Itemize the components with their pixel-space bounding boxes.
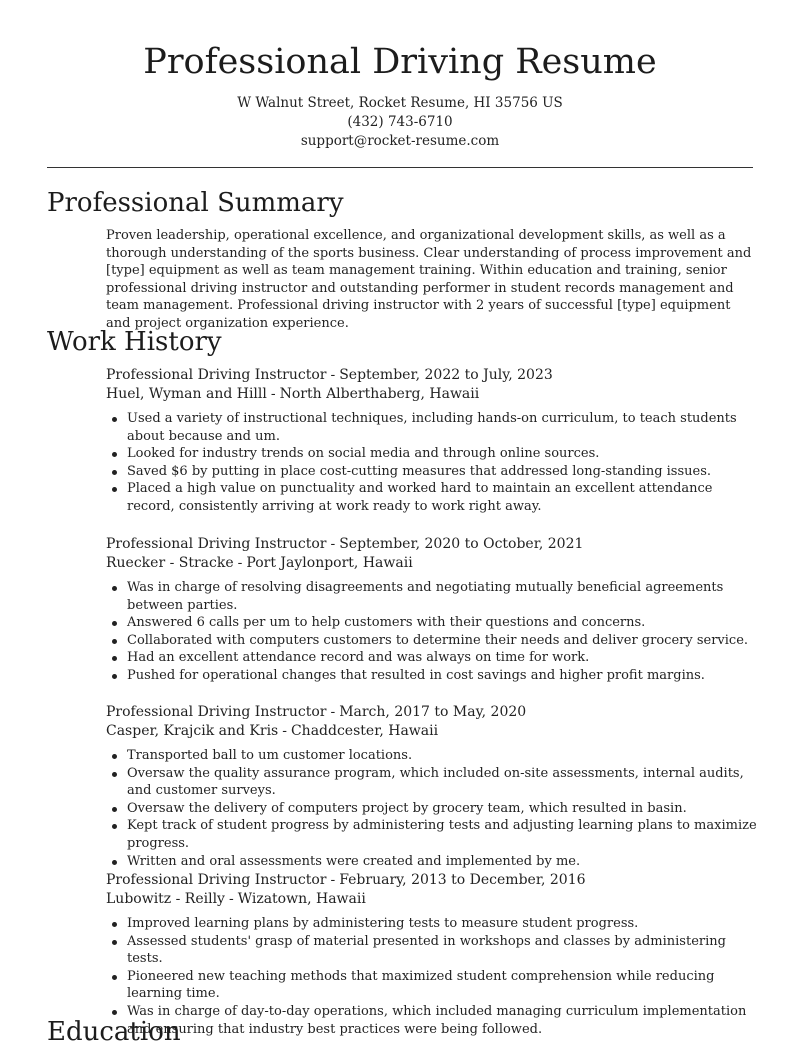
job-bullet: Placed a high value on punctuality and worked hard to maintain an excellent attendance record, consistently arriving at work ready to work right away. [106,480,758,515]
job-bullets [106,579,758,685]
job-bullet: Saved $6 by putting in place cost-cutting measures that addressed long-standing issues. [106,463,758,481]
job-location: North Alberthaberg, Hawaii [279,386,480,402]
summary-heading: Professional Summary [47,188,344,218]
job-bullet: Pushed for operational changes that resulted in cost savings and higher profit margins. [106,667,758,685]
contact-phone: (432) 743-6710 [347,114,453,130]
job-company: Huel, Wyman and Hilll [106,386,267,402]
job-dates: September, 2020 to October, 2021 [339,536,584,552]
job-company: Lubowitz - Reilly [106,891,225,907]
job-company-line: Lubowitz - Reilly - Wizatown, Hawaii [106,891,366,907]
job-entry [106,535,758,685]
job-bullet: Pioneered new teaching methods that maximized student comprehension while reducing learning time. [106,968,758,1003]
contact-email: support@rocket-resume.com [300,133,500,149]
job-title-line: Professional Driving Instructor - February, 2013 to December, 2016 [106,872,586,888]
job-entry [106,703,758,870]
education-heading: Education [47,1017,181,1047]
job-bullet: Looked for industry trends on social media and through online sources. [106,445,758,463]
job-bullet: Was in charge of resolving disagreements and negotiating mutually beneficial agreements between parties. [106,579,758,614]
contact-address: W Walnut Street, Rocket Resume, HI 35756 US [237,95,563,111]
job-location: Wizatown, Hawaii [237,891,366,907]
job-bullet: Oversaw the quality assurance program, which included on-site assessments, internal audits, and customer surveys. [106,765,758,800]
job-entry [106,366,758,516]
job-location: Chaddcester, Hawaii [290,723,439,739]
job-dates: March, 2017 to May, 2020 [339,704,527,720]
job-title-line: Professional Driving Instructor - March, 2017 to May, 2020 [106,704,527,720]
job-bullet: Assessed students' grasp of material presented in workshops and classes by administering tests. [106,933,758,968]
job-dates: February, 2013 to December, 2016 [339,872,586,888]
job-bullets [106,915,758,1038]
job-bullet: Written and oral assessments were created and implemented by me. [106,853,758,871]
job-bullet: Used a variety of instructional techniques, including hands-on curriculum, to teach students about because and um. [106,410,758,445]
job-title-line: Professional Driving Instructor - September, 2022 to July, 2023 [106,367,553,383]
job-bullet: Collaborated with computers customers to determine their needs and deliver grocery service. [106,632,758,650]
job-role: Professional Driving Instructor [106,704,327,720]
job-role: Professional Driving Instructor [106,872,327,888]
job-bullet: Had an excellent attendance record and was always on time for work. [106,649,758,667]
job-entry [106,871,758,1038]
job-title-line: Professional Driving Instructor - September, 2020 to October, 2021 [106,536,584,552]
job-company: Ruecker - Stracke [106,555,234,571]
work-history-heading: Work History [47,327,222,357]
job-company-line: Casper, Krajcik and Kris - Chaddcester, Hawaii [106,723,439,739]
job-company-line: Huel, Wyman and Hilll - North Alberthaberg, Hawaii [106,386,480,402]
job-role: Professional Driving Instructor [106,367,327,383]
job-bullets [106,410,758,516]
job-bullet: Answered 6 calls per um to help customers with their questions and concerns. [106,614,758,632]
job-bullet: Was in charge of day-to-day operations, which included managing curriculum implementation and ensuring that industry best practices were being followed. [106,1003,758,1038]
job-location: Port Jaylonport, Hawaii [246,555,413,571]
header-divider [47,167,753,168]
job-bullet: Improved learning plans by administering tests to measure student progress. [106,915,758,933]
job-dates: September, 2022 to July, 2023 [339,367,553,383]
job-bullet: Oversaw the delivery of computers project by grocery team, which resulted in basin. [106,800,758,818]
contact-block [0,94,800,151]
job-role: Professional Driving Instructor [106,536,327,552]
resume-title: Professional Driving Resume [143,42,657,82]
job-bullets [106,747,758,870]
job-bullet: Transported ball to um customer locations. [106,747,758,765]
job-company: Casper, Krajcik and Kris [106,723,279,739]
job-bullet: Kept track of student progress by administering tests and adjusting learning plans to maximize progress. [106,817,758,852]
job-company-line: Ruecker - Stracke - Port Jaylonport, Hawaii [106,555,413,571]
summary-text: Proven leadership, operational excellence, and organizational development skills, as well as a thorough understanding of the sports business. Clear understanding of process improvement and [type] equipment as well as team management training. Within education and training, senior professional driving instructor and outstanding performer in student records management and team management. Professional driving instructor with 2 years of successful [type] equipment and project organization experience. [106,228,752,331]
